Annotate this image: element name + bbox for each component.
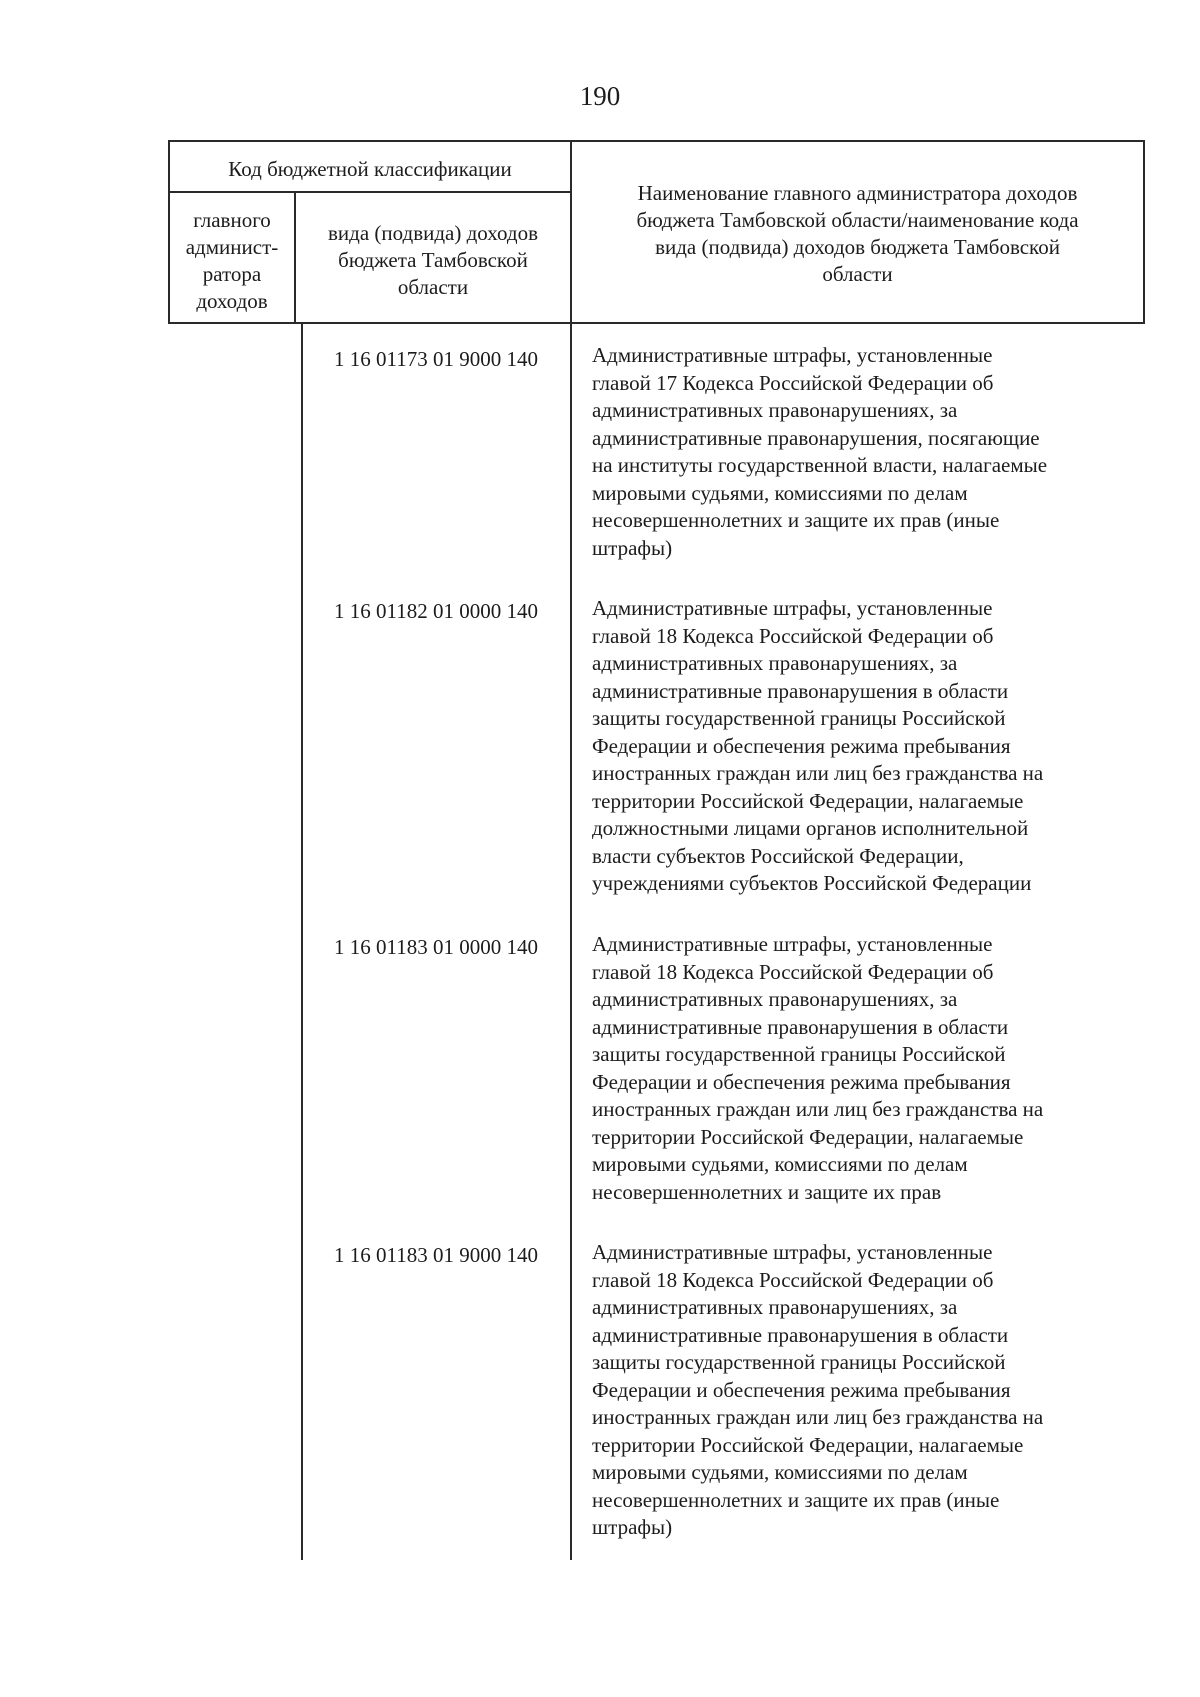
header-group-divider: [168, 191, 571, 193]
header-right-border: [1143, 140, 1145, 324]
row-description: Административные штрафы, установленные главой 18 Кодекса Российской Федерации об административных правонарушениях, за административные правонарушения в области защиты государственной границы Российской Федерации и обеспечения режима пребывания иностранных граждан или лиц без гражданства на территории Российской Федерации, налагаемые мировыми судьями, комиссиями по делам несовершеннолетних и защите их прав: [592, 932, 1044, 1204]
row-description: Административные штрафы, установленные главой 18 Кодекса Российской Федерации об административных правонарушениях, за административные правонарушения в области защиты государственной границы Российской Федерации и обеспечения режима пребывания иностранных граждан или лиц без гражданства на территории Российской Федерации, налагаемые должностными лицами органов исполнительной власти субъектов Российской Федерации, учреждениями субъектов Российской Федерации: [592, 596, 1044, 895]
header-col1: главного админист- ратора доходов: [185, 208, 279, 313]
table-top-border: [168, 140, 1145, 142]
row-code: 1 16 01183 01 9000 140: [334, 1243, 538, 1267]
page-number: 190: [579, 81, 621, 111]
row-code: 1 16 01182 01 0000 140: [334, 599, 538, 623]
header-group-title: Код бюджетной классификации: [228, 157, 512, 181]
row-description: Административные штрафы, установленные главой 18 Кодекса Российской Федерации об административных правонарушениях, за административные правонарушения в области защиты государственной границы Российской Федерации и обеспечения режима пребывания иностранных граждан или лиц без гражданства на территории Российской Федерации, налагаемые мировыми судьями, комиссиями по делам несовершеннолетних и защите их прав (иные штрафы): [592, 1240, 1044, 1539]
header-bottom-border: [168, 322, 1145, 324]
row-code: 1 16 01173 01 9000 140: [334, 347, 538, 371]
row-code: 1 16 01183 01 0000 140: [334, 935, 538, 959]
header-col3: Наименование главного администратора доходов бюджета Тамбовской области/наименование кода вида (подвида) доходов бюджета Тамбовской области: [636, 181, 1079, 286]
row-description: Административные штрафы, установленные главой 17 Кодекса Российской Федерации об административных правонарушениях, за административные правонарушения, посягающие на институты государственной власти, налагаемые мировыми судьями, комиссиями по делам несовершеннолетних и защите их прав (иные штрафы): [592, 343, 1048, 560]
header-col2: вида (подвида) доходов бюджета Тамбовской области: [328, 221, 538, 299]
